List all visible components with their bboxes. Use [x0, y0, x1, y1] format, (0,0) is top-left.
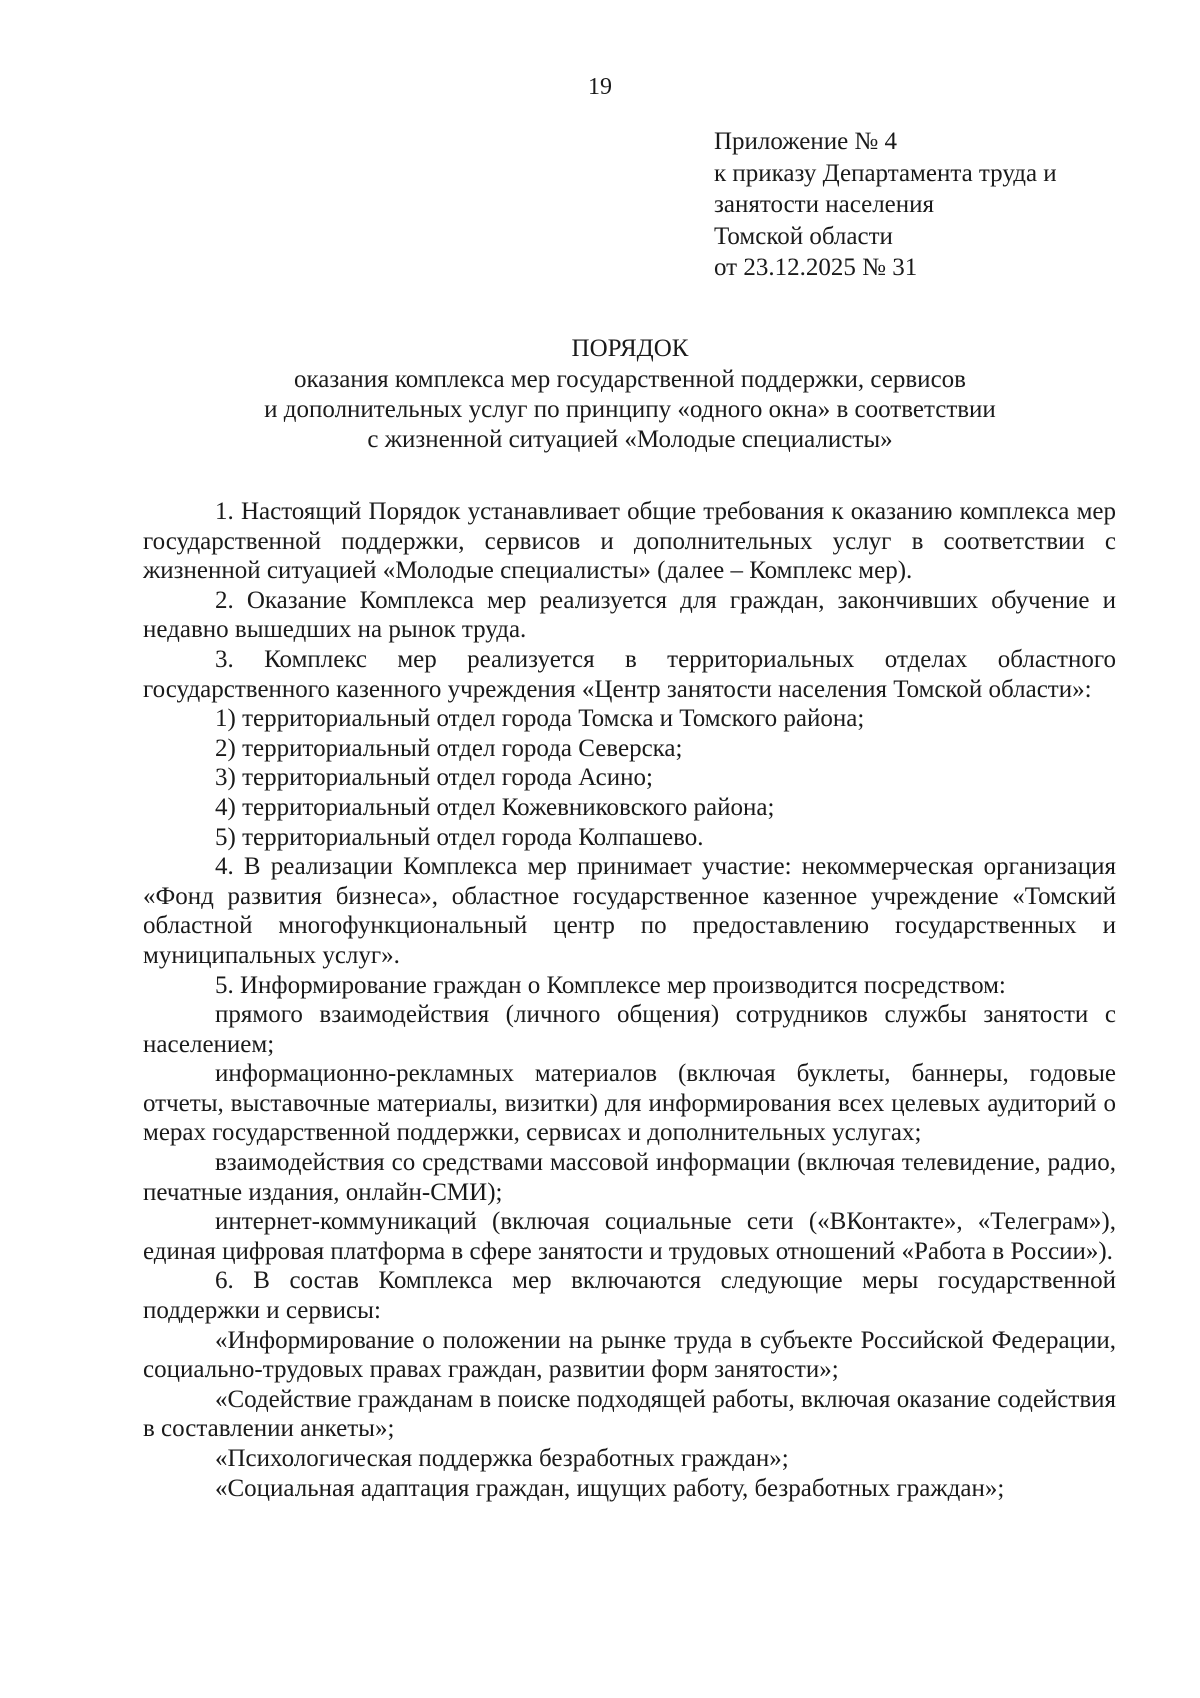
list-item: 2) территориальный отдел города Северска; — [215, 734, 683, 762]
list-item: 5) территориальный отдел города Колпашево. — [215, 823, 704, 851]
title-line: с жизненной ситуацией «Молодые специалисты» — [367, 426, 893, 453]
appendix-block — [714, 126, 1134, 284]
paragraph-6-item: «Психологическая поддержка безработных граждан»; — [215, 1445, 789, 1472]
paragraph-6-item: «Содействие гражданам в поиске подходящей работы, включая оказание содействия в составлении анкеты»; — [143, 1385, 1116, 1443]
appendix-line: от 23.12.2025 № 31 — [714, 254, 918, 281]
list-item: 3) территориальный отдел города Асино; — [215, 764, 653, 792]
paragraph-5-item: информационно-рекламных материалов (включая буклеты, баннеры, годовые отчеты, выставочные материалы, визитки) для информирования всех целевых аудиторий о мерах государственной поддержки, сервисах и дополнительных услугах; — [143, 1060, 1116, 1147]
paragraph-1: 1. Настоящий Порядок устанавливает общие требования к оказанию комплекса мер государственной поддержки, сервисов и дополнительных услуг в соответствии с жизненной ситуацией «Молодые специалисты» (далее – Комплекс мер). — [143, 498, 1116, 585]
paragraph-5: 5. Информирование граждан о Комплексе мер производится посредством: — [215, 971, 1006, 999]
paragraph-5-item: интернет-коммуникаций (включая социальные сети («ВКонтакте», «Телеграм»), единая цифровая платформа в сфере занятости и трудовых отношений «Работа в России»). — [143, 1208, 1116, 1265]
appendix-line: Приложение № 4 — [714, 128, 898, 155]
paragraph-6-item: «Социальная адаптация граждан, ищущих работу, безработных граждан»; — [215, 1474, 1005, 1502]
list-item: 1) территориальный отдел города Томска и Томского района; — [215, 705, 865, 733]
appendix-line: Томской области — [714, 222, 893, 250]
paragraph-2: 2. Оказание Комплекса мер реализуется для граждан, закончивших обучение и недавно вышедших на рынок труда. — [143, 586, 1116, 644]
document-body — [143, 497, 1116, 1503]
paragraph-3: 3. Комплекс мер реализуется в территориальных отделах областного государственного казенного учреждения «Центр занятости населения Томской области»: — [143, 645, 1116, 703]
paragraph-6-item: «Информирование о положении на рынке труда в субъекте Российской Федерации, социально-трудовых правах граждан, развитии форм занятости»; — [143, 1326, 1116, 1384]
title-line: и дополнительных услуг по принципу «одного окна» в соответствии — [264, 396, 996, 423]
paragraph-4: 4. В реализации Комплекса мер принимает участие: некоммерческая организация «Фонд развития бизнеса», областное государственное казенное учреждение «Томский областной многофункциональный центр по предоставлению государственных и муниципальных услуг». — [143, 853, 1116, 969]
document-title — [140, 334, 1120, 455]
appendix-line: занятости населения — [714, 191, 935, 218]
paragraph-5-item: взаимодействия со средствами массовой информации (включая телевидение, радио, печатные издания, онлайн-СМИ); — [143, 1149, 1116, 1206]
page-number: 19 — [588, 74, 612, 100]
list-item: 4) территориальный отдел Кожевниковского района; — [215, 793, 775, 821]
paragraph-6: 6. В состав Комплекса мер включаются следующие меры государственной поддержки и сервисы: — [143, 1267, 1116, 1325]
title-heading: ПОРЯДОК — [571, 335, 689, 362]
appendix-line: к приказу Департамента труда и — [714, 159, 1057, 187]
paragraph-5-item: прямого взаимодействия (личного общения) сотрудников службы занятости с населением; — [143, 1001, 1116, 1058]
title-line: оказания комплекса мер государственной поддержки, сервисов — [294, 366, 966, 393]
